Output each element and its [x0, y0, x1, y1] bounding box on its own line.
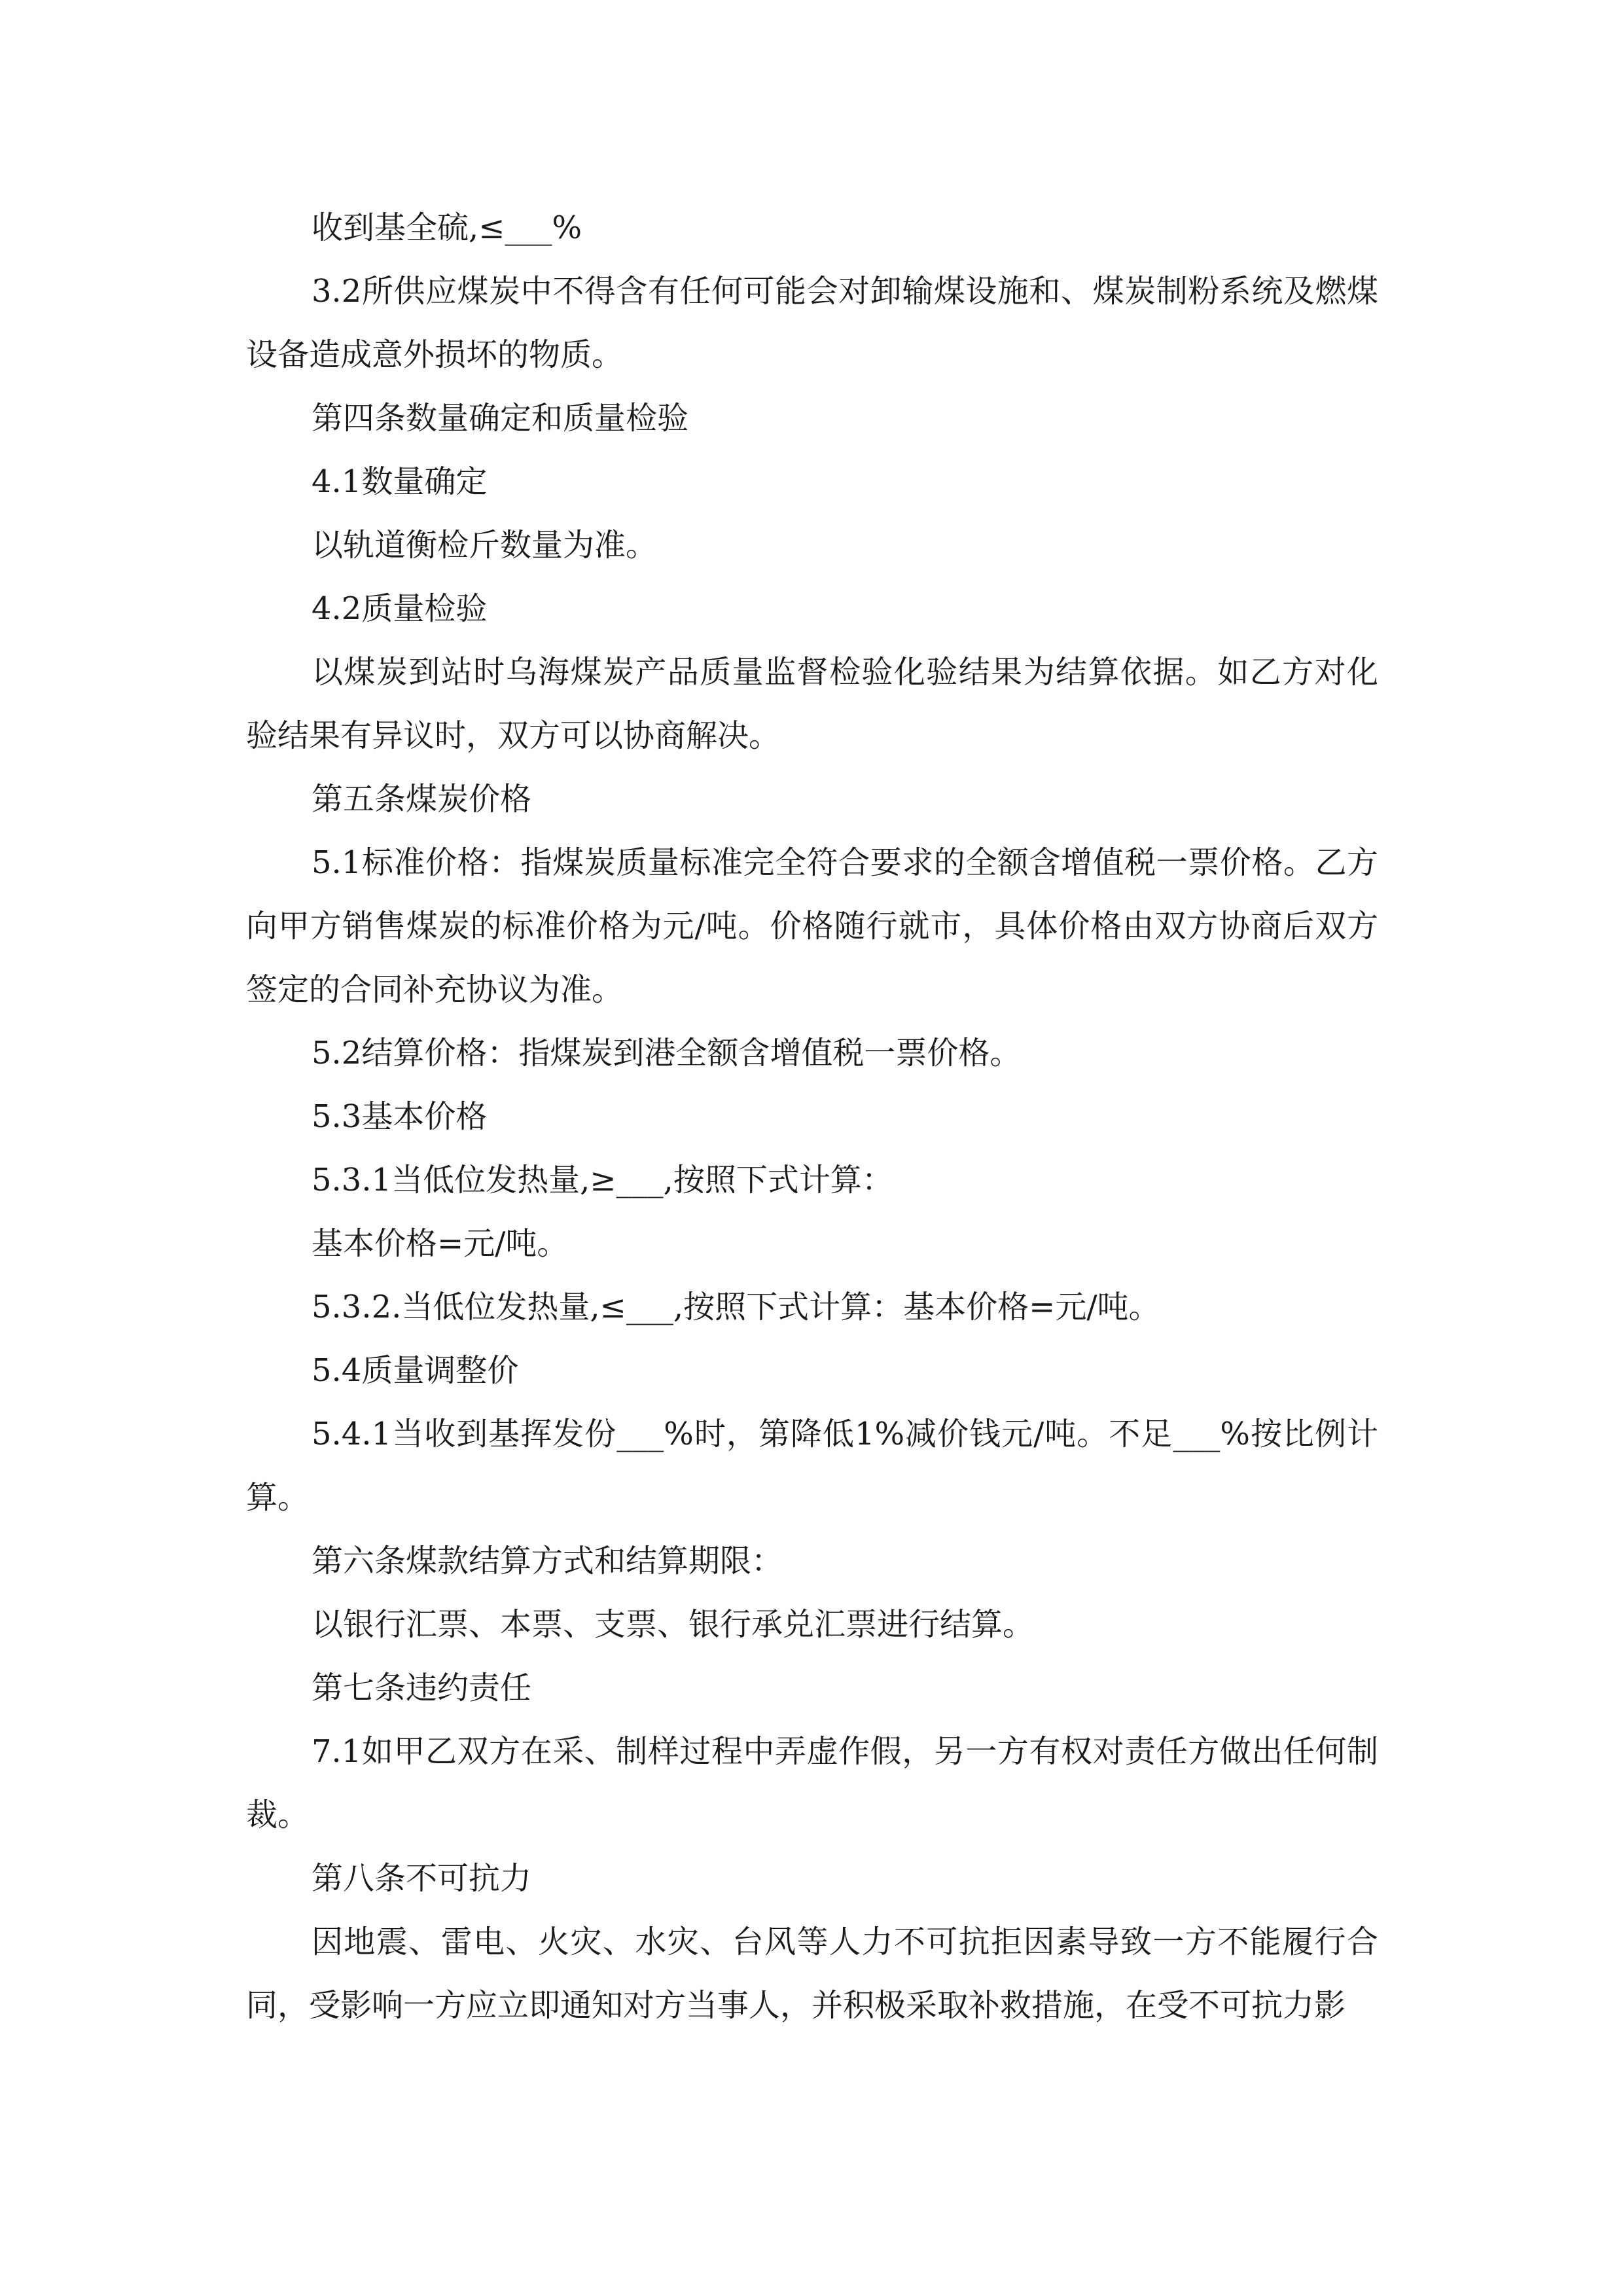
subheading-5-4: 5.4质量调整价	[312, 1352, 519, 1389]
paragraph-4-1: 以轨道衡检斤数量为准。	[312, 527, 658, 564]
paragraph-article-6: 以银行汇票、本票、支票、银行承兑汇票进行结算。	[312, 1606, 1035, 1643]
paragraph-5-1: 5.1标准价格：指煤炭质量标准完全符合要求的全额含增值税一票价格。乙方向甲方销售煤炭的标准价格为元/吨。价格随行就市，具体价格由双方协商后双方签定的合同补充协议为准。	[246, 844, 1378, 1008]
paragraph-3-2: 3.2所供应煤炭中不得含有任何可能会对卸输煤设施和、煤炭制粉系统及燃煤设备造成意外损坏的物质。	[246, 273, 1378, 373]
paragraph-5-3-2: 5.3.2.当低位发热量,≤___,按照下式计算：基本价格=元/吨。	[312, 1289, 1160, 1325]
subheading-4-2: 4.2质量检验	[312, 590, 488, 627]
subheading-4-1: 4.1数量确定	[312, 463, 488, 500]
contract-body	[246, 196, 1378, 2037]
subheading-5-3: 5.3基本价格	[312, 1098, 488, 1135]
paragraph-5-2: 5.2结算价格：指煤炭到港全额含增值税一票价格。	[312, 1035, 1022, 1071]
paragraph-7-1: 7.1如甲乙双方在采、制样过程中弄虚作假，另一方有权对责任方做出任何制裁。	[246, 1733, 1378, 1833]
paragraph-sulfur: 收到基全硫,≤___%	[312, 209, 582, 246]
heading-article-5: 第五条煤炭价格	[312, 781, 532, 817]
heading-article-8: 第八条不可抗力	[312, 1860, 532, 1897]
paragraph-5-3-1-formula: 基本价格=元/吨。	[312, 1225, 569, 1262]
paragraph-5-3-1: 5.3.1当低位发热量,≥___,按照下式计算：	[312, 1162, 893, 1198]
paragraph-article-8: 因地震、雷电、火灾、水灾、台风等人力不可抗拒因素导致一方不能履行合同，受影响一方应立即通知对方当事人，并积极采取补救措施，在受不可抗力影	[246, 1924, 1378, 2024]
paragraph-5-4-1: 5.4.1当收到基挥发份___%时，第降低1%减价钱元/吨。不足___%按比例计算。	[246, 1416, 1378, 1516]
heading-article-6: 第六条煤款结算方式和结算期限：	[312, 1543, 783, 1579]
heading-article-7: 第七条违约责任	[312, 1670, 532, 1706]
heading-article-4: 第四条数量确定和质量检验	[312, 400, 689, 437]
paragraph-4-2: 以煤炭到站时乌海煤炭产品质量监督检验化验结果为结算依据。如乙方对化验结果有异议时，双方可以协商解决。	[246, 654, 1378, 754]
